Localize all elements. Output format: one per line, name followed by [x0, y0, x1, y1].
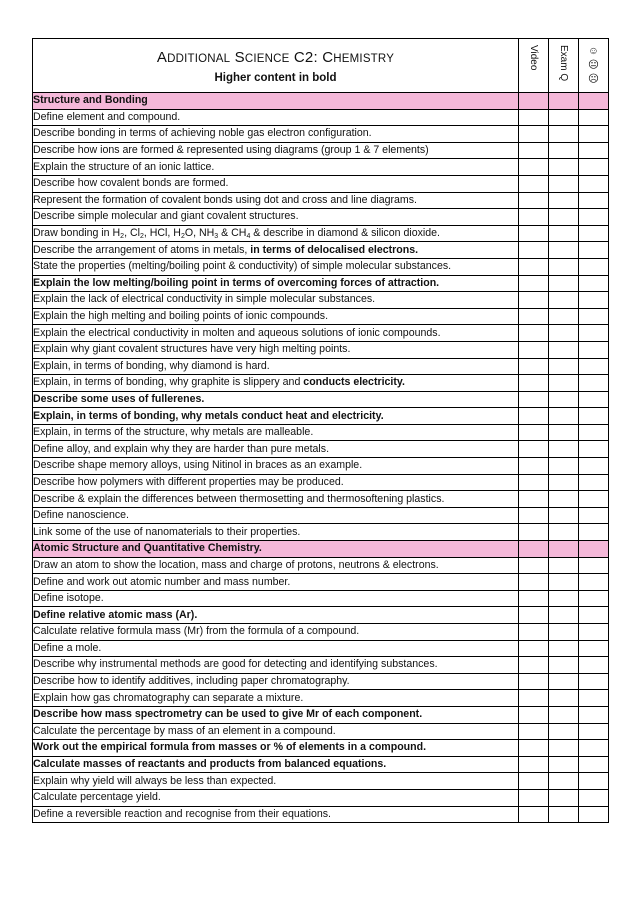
checklist-row — [33, 673, 609, 690]
video-checkbox-cell[interactable] — [519, 789, 549, 806]
checklist-table — [32, 38, 609, 823]
checklist-row — [33, 491, 609, 508]
exam-checkbox-cell[interactable] — [549, 673, 579, 690]
confidence-checkbox-cell[interactable] — [579, 474, 609, 491]
objective-text-part: 4 — [246, 233, 251, 241]
confidence-checkbox-cell[interactable] — [579, 524, 609, 541]
document-subtitle: Higher content in bold — [214, 72, 337, 84]
exam-checkbox-cell[interactable] — [549, 507, 579, 524]
objective-text-part: Describe how ions are formed & represented using diagrams (group 1 & 7 elements) — [33, 144, 429, 157]
video-checkbox-cell[interactable] — [519, 706, 549, 723]
objective-text-part: Explain how gas chromatography can separate a mixture. — [33, 691, 304, 704]
objective-text — [33, 325, 519, 342]
confidence-checkbox-cell[interactable] — [579, 491, 609, 508]
checklist-row — [33, 590, 609, 607]
checklist-row — [33, 258, 609, 275]
exam-checkbox-cell[interactable] — [549, 424, 579, 441]
objective-text-part: State the properties (melting/boiling point & conductivity) of simple molecular substances. — [33, 260, 452, 273]
objective-text-part: Describe how mass spectrometry can be used to give Mr of each component. — [33, 708, 423, 721]
exam-checkbox-cell[interactable] — [549, 175, 579, 192]
confidence-faces — [588, 44, 599, 86]
objective-text-part: Explain the structure of an ionic lattice. — [33, 160, 215, 173]
objective-text-part: Explain, in terms of bonding, why diamond is hard. — [33, 359, 270, 372]
objective-text — [33, 458, 519, 475]
exam-checkbox-cell[interactable] — [549, 209, 579, 226]
objective-text — [33, 590, 519, 607]
objective-text-part: Calculate the percentage by mass of an element in a compound. — [33, 724, 336, 737]
checklist-row — [33, 657, 609, 674]
objective-text-part: Define and work out atomic number and mass number. — [33, 575, 291, 588]
objective-text-part: Define isotope. — [33, 592, 104, 605]
video-checkbox-cell[interactable] — [519, 607, 549, 624]
video-checkbox-cell[interactable] — [519, 126, 549, 143]
confidence-checkbox-cell[interactable] — [579, 142, 609, 159]
checklist-row — [33, 624, 609, 641]
objective-text-part: Explain the lack of electrical conductivity in simple molecular substances. — [33, 293, 376, 306]
objective-text — [33, 740, 519, 757]
checklist-row — [33, 109, 609, 126]
objective-text — [33, 474, 519, 491]
exam-checkbox-cell[interactable] — [549, 657, 579, 674]
confidence-checkbox-cell[interactable] — [579, 740, 609, 757]
happy-face-icon: ☺ — [588, 45, 599, 57]
checklist-row — [33, 142, 609, 159]
confidence-checkbox-cell[interactable] — [579, 341, 609, 358]
exam-checkbox-cell[interactable] — [549, 126, 579, 143]
objective-text-part: Describe how to identify additives, including paper chromatography. — [33, 675, 350, 688]
objective-text — [33, 640, 519, 657]
exam-checkbox-cell[interactable] — [549, 789, 579, 806]
exam-checkbox-cell[interactable] — [549, 341, 579, 358]
exam-checkbox-cell[interactable] — [549, 308, 579, 325]
confidence-checkbox-cell[interactable] — [579, 441, 609, 458]
objective-text-part: Define alloy, and explain why they are harder than pure metals. — [33, 442, 330, 455]
checklist-row — [33, 507, 609, 524]
objective-text-part: & describe in diamond & silicon dioxide. — [250, 227, 440, 240]
objective-text — [33, 723, 519, 740]
objective-text — [33, 524, 519, 541]
objective-text — [33, 391, 519, 408]
checklist-row — [33, 557, 609, 574]
objective-text-part: 3 — [214, 233, 219, 241]
exam-checkbox-cell[interactable] — [549, 773, 579, 790]
objective-text-part: O, NH — [184, 227, 215, 240]
objective-text-part: Explain, in terms of the structure, why metals are malleable. — [33, 426, 314, 439]
confidence-checkbox-cell[interactable] — [579, 640, 609, 657]
objective-text-part: 2 — [120, 233, 125, 241]
objective-text — [33, 126, 519, 143]
exam-checkbox-cell[interactable] — [549, 756, 579, 773]
title-cell — [33, 39, 519, 93]
confidence-checkbox-cell[interactable] — [579, 557, 609, 574]
video-checkbox-cell[interactable] — [519, 391, 549, 408]
objective-text-part: Explain why yield will always be less than expected. — [33, 774, 277, 787]
checklist-row — [33, 292, 609, 309]
video-checkbox-cell[interactable] — [519, 408, 549, 425]
checklist-row — [33, 192, 609, 209]
video-checkbox-cell[interactable] — [519, 441, 549, 458]
confidence-checkbox-cell[interactable] — [579, 690, 609, 707]
objective-text — [33, 507, 519, 524]
checklist-row — [33, 159, 609, 176]
checklist-row — [33, 242, 609, 259]
section-heading-row — [33, 93, 609, 110]
objective-text-part: , Cl — [124, 227, 140, 240]
objective-text-part: Draw an atom to show the location, mass and charge of protons, neutrons & electrons. — [33, 558, 439, 571]
objective-text — [33, 574, 519, 591]
video-checkbox-cell[interactable] — [519, 358, 549, 375]
section-heading-blank — [519, 93, 549, 110]
objective-text — [33, 773, 519, 790]
confidence-checkbox-cell[interactable] — [579, 242, 609, 259]
section-heading-blank — [579, 541, 609, 558]
checklist-row — [33, 756, 609, 773]
video-checkbox-cell[interactable] — [519, 524, 549, 541]
checklist-row — [33, 358, 609, 375]
video-checkbox-cell[interactable] — [519, 308, 549, 325]
checklist-row — [33, 225, 609, 242]
objective-text-part: Define a mole. — [33, 641, 102, 654]
neutral-face-icon: 😐 — [588, 59, 599, 71]
confidence-checkbox-cell[interactable] — [579, 673, 609, 690]
section-heading-blank — [579, 93, 609, 110]
confidence-checkbox-cell[interactable] — [579, 292, 609, 309]
objective-text-part: & CH — [218, 227, 247, 240]
exam-checkbox-cell[interactable] — [549, 590, 579, 607]
objective-text-part: Explain the low melting/boiling point in terms of overcoming forces of attraction. — [33, 276, 440, 289]
video-checkbox-cell[interactable] — [519, 657, 549, 674]
exam-checkbox-cell[interactable] — [549, 408, 579, 425]
objective-text-part: 2 — [180, 233, 185, 241]
confidence-checkbox-cell[interactable] — [579, 408, 609, 425]
video-checkbox-cell[interactable] — [519, 590, 549, 607]
confidence-checkbox-cell[interactable] — [579, 126, 609, 143]
objective-text — [33, 657, 519, 674]
section-heading-blank — [549, 93, 579, 110]
checklist-row — [33, 126, 609, 143]
objective-text — [33, 242, 519, 259]
objective-text — [33, 557, 519, 574]
video-checkbox-cell[interactable] — [519, 723, 549, 740]
objective-text — [33, 789, 519, 806]
objective-text-part: Define relative atomic mass (Ar). — [33, 608, 198, 621]
objective-text-part: Describe & explain the differences between thermosetting and thermosoftening plastics. — [33, 492, 445, 505]
video-checkbox-cell[interactable] — [519, 275, 549, 292]
objective-text-part: Work out the empirical formula from masses or % of elements in a compound. — [33, 741, 427, 754]
objective-text — [33, 258, 519, 275]
objective-text — [33, 192, 519, 209]
confidence-checkbox-cell[interactable] — [579, 109, 609, 126]
objective-text — [33, 424, 519, 441]
objective-text-part: Define nanoscience. — [33, 509, 129, 522]
objective-text-part: Explain, in terms of bonding, why graphite is slippery and — [33, 376, 304, 389]
video-checkbox-cell[interactable] — [519, 109, 549, 126]
exam-label: Exam Q — [558, 45, 569, 82]
section-heading-row — [33, 541, 609, 558]
section-heading-blank — [519, 541, 549, 558]
confidence-checkbox-cell[interactable] — [579, 607, 609, 624]
checklist-row — [33, 375, 609, 392]
confidence-checkbox-cell[interactable] — [579, 209, 609, 226]
confidence-checkbox-cell[interactable] — [579, 375, 609, 392]
checklist-row — [33, 574, 609, 591]
exam-checkbox-cell[interactable] — [549, 391, 579, 408]
objective-text — [33, 142, 519, 159]
confidence-checkbox-cell[interactable] — [579, 258, 609, 275]
objective-text — [33, 756, 519, 773]
objective-text — [33, 690, 519, 707]
exam-checkbox-cell[interactable] — [549, 607, 579, 624]
objective-text-part: Draw bonding in H — [33, 227, 121, 240]
objective-text — [33, 375, 519, 392]
exam-checkbox-cell[interactable] — [549, 192, 579, 209]
checklist-row — [33, 690, 609, 707]
objective-text-part: in terms of delocalised electrons. — [250, 243, 419, 256]
confidence-checkbox-cell[interactable] — [579, 806, 609, 823]
confidence-checkbox-cell[interactable] — [579, 706, 609, 723]
objective-text-part: Explain the electrical conductivity in molten and aqueous solutions of ionic compounds. — [33, 326, 441, 339]
video-checkbox-cell[interactable] — [519, 159, 549, 176]
objective-text-part: Calculate percentage yield. — [33, 791, 161, 804]
video-checkbox-cell[interactable] — [519, 225, 549, 242]
objective-text — [33, 441, 519, 458]
objective-text — [33, 225, 519, 242]
confidence-checkbox-cell[interactable] — [579, 159, 609, 176]
section-heading: Structure and Bonding — [33, 93, 519, 110]
objective-text-part: Explain, in terms of bonding, why metals conduct heat and electricity. — [33, 409, 384, 422]
checklist-row — [33, 640, 609, 657]
video-checkbox-cell[interactable] — [519, 325, 549, 342]
checklist-row — [33, 391, 609, 408]
section-heading: Atomic Structure and Quantitative Chemistry. — [33, 541, 519, 558]
sad-face-icon: ☹ — [588, 73, 599, 85]
video-checkbox-cell[interactable] — [519, 740, 549, 757]
objective-text-part: Describe why instrumental methods are good for detecting and identifying substances. — [33, 658, 438, 671]
document-title: ADDITIONAL SCIENCE C2: CHEMISTRY — [156, 49, 395, 66]
confidence-checkbox-cell[interactable] — [579, 325, 609, 342]
exam-checkbox-cell[interactable] — [549, 258, 579, 275]
objective-text — [33, 706, 519, 723]
objective-text — [33, 491, 519, 508]
objective-text-part: , HCl, H — [143, 227, 181, 240]
objective-text-part: Represent the formation of covalent bonds using dot and cross and line diagrams. — [33, 193, 417, 206]
objective-text — [33, 341, 519, 358]
video-checkbox-cell[interactable] — [519, 458, 549, 475]
objective-text-part: Link some of the use of nanomaterials to their properties. — [33, 525, 301, 538]
checklist-row — [33, 706, 609, 723]
video-checkbox-cell[interactable] — [519, 192, 549, 209]
confidence-checkbox-cell[interactable] — [579, 275, 609, 292]
video-checkbox-cell[interactable] — [519, 557, 549, 574]
checklist-row — [33, 341, 609, 358]
confidence-checkbox-cell[interactable] — [579, 756, 609, 773]
exam-checkbox-cell[interactable] — [549, 375, 579, 392]
exam-checkbox-cell[interactable] — [549, 640, 579, 657]
exam-checkbox-cell[interactable] — [549, 225, 579, 242]
video-checkbox-cell[interactable] — [519, 624, 549, 641]
confidence-checkbox-cell[interactable] — [579, 624, 609, 641]
confidence-column-header — [579, 39, 609, 93]
video-checkbox-cell[interactable] — [519, 242, 549, 259]
exam-checkbox-cell[interactable] — [549, 325, 579, 342]
objective-text — [33, 806, 519, 823]
video-checkbox-cell[interactable] — [519, 175, 549, 192]
checklist-row — [33, 789, 609, 806]
confidence-checkbox-cell[interactable] — [579, 590, 609, 607]
confidence-checkbox-cell[interactable] — [579, 358, 609, 375]
objective-text — [33, 408, 519, 425]
checklist-row — [33, 806, 609, 823]
exam-checkbox-cell[interactable] — [549, 458, 579, 475]
objective-text-part: conducts electricity. — [303, 376, 405, 389]
objective-text-part: Calculate relative formula mass (Mr) from the formula of a compound. — [33, 625, 360, 638]
header-row — [33, 39, 609, 93]
objective-text — [33, 624, 519, 641]
objective-text — [33, 209, 519, 226]
confidence-checkbox-cell[interactable] — [579, 507, 609, 524]
checklist-row — [33, 723, 609, 740]
objective-text-part: Describe some uses of fullerenes. — [33, 392, 205, 405]
checklist-row — [33, 275, 609, 292]
checklist-row — [33, 175, 609, 192]
video-checkbox-cell[interactable] — [519, 690, 549, 707]
video-checkbox-cell[interactable] — [519, 258, 549, 275]
objective-text — [33, 175, 519, 192]
video-checkbox-cell[interactable] — [519, 491, 549, 508]
video-checkbox-cell[interactable] — [519, 375, 549, 392]
objective-text — [33, 159, 519, 176]
exam-column-header — [549, 39, 579, 93]
exam-checkbox-cell[interactable] — [549, 806, 579, 823]
exam-checkbox-cell[interactable] — [549, 706, 579, 723]
objective-text-part: Define a reversible reaction and recognise from their equations. — [33, 807, 331, 820]
confidence-checkbox-cell[interactable] — [579, 225, 609, 242]
confidence-checkbox-cell[interactable] — [579, 789, 609, 806]
objective-text-part: 2 — [139, 233, 144, 241]
exam-checkbox-cell[interactable] — [549, 524, 579, 541]
confidence-checkbox-cell[interactable] — [579, 773, 609, 790]
confidence-checkbox-cell[interactable] — [579, 574, 609, 591]
confidence-checkbox-cell[interactable] — [579, 458, 609, 475]
objective-text-part: Explain why giant covalent structures have very high melting points. — [33, 343, 351, 356]
objective-text — [33, 673, 519, 690]
objective-text — [33, 308, 519, 325]
confidence-checkbox-cell[interactable] — [579, 657, 609, 674]
objective-text — [33, 292, 519, 309]
checklist-row — [33, 325, 609, 342]
checklist-row — [33, 209, 609, 226]
exam-checkbox-cell[interactable] — [549, 441, 579, 458]
objective-text-part: Calculate masses of reactants and products from balanced equations. — [33, 758, 387, 771]
exam-checkbox-cell[interactable] — [549, 242, 579, 259]
exam-checkbox-cell[interactable] — [549, 740, 579, 757]
exam-checkbox-cell[interactable] — [549, 358, 579, 375]
checklist-row — [33, 458, 609, 475]
video-checkbox-cell[interactable] — [519, 756, 549, 773]
confidence-checkbox-cell[interactable] — [579, 424, 609, 441]
video-checkbox-cell[interactable] — [519, 474, 549, 491]
exam-checkbox-cell[interactable] — [549, 109, 579, 126]
checklist-row — [33, 441, 609, 458]
objective-text-part: Describe the arrangement of atoms in metals, — [33, 243, 251, 256]
exam-checkbox-cell[interactable] — [549, 557, 579, 574]
checklist-row — [33, 474, 609, 491]
exam-checkbox-cell[interactable] — [549, 275, 579, 292]
video-checkbox-cell[interactable] — [519, 341, 549, 358]
objective-text-part: Describe how covalent bonds are formed. — [33, 177, 229, 190]
exam-checkbox-cell[interactable] — [549, 292, 579, 309]
exam-checkbox-cell[interactable] — [549, 142, 579, 159]
video-checkbox-cell[interactable] — [519, 209, 549, 226]
objective-text — [33, 607, 519, 624]
confidence-checkbox-cell[interactable] — [579, 192, 609, 209]
exam-checkbox-cell[interactable] — [549, 624, 579, 641]
confidence-checkbox-cell[interactable] — [579, 391, 609, 408]
objective-text — [33, 109, 519, 126]
video-checkbox-cell[interactable] — [519, 292, 549, 309]
objective-text-part: Describe simple molecular and giant covalent structures. — [33, 210, 299, 223]
confidence-checkbox-cell[interactable] — [579, 175, 609, 192]
checklist-row — [33, 308, 609, 325]
video-checkbox-cell[interactable] — [519, 507, 549, 524]
objective-text — [33, 358, 519, 375]
video-checkbox-cell[interactable] — [519, 806, 549, 823]
objective-text — [33, 275, 519, 292]
objective-text-part: Describe bonding in terms of achieving noble gas electron configuration. — [33, 127, 372, 140]
checklist-row — [33, 524, 609, 541]
video-checkbox-cell[interactable] — [519, 142, 549, 159]
video-checkbox-cell[interactable] — [519, 424, 549, 441]
exam-checkbox-cell[interactable] — [549, 491, 579, 508]
checklist-row — [33, 740, 609, 757]
video-checkbox-cell[interactable] — [519, 673, 549, 690]
video-checkbox-cell[interactable] — [519, 574, 549, 591]
objective-text-part: Describe how polymers with different properties may be produced. — [33, 475, 344, 488]
checklist-row — [33, 607, 609, 624]
objective-text-part: Explain the high melting and boiling points of ionic compounds. — [33, 310, 329, 323]
exam-checkbox-cell[interactable] — [549, 574, 579, 591]
exam-checkbox-cell[interactable] — [549, 690, 579, 707]
checklist-row — [33, 773, 609, 790]
section-heading-blank — [549, 541, 579, 558]
confidence-checkbox-cell[interactable] — [579, 308, 609, 325]
exam-checkbox-cell[interactable] — [549, 723, 579, 740]
video-column-header — [519, 39, 549, 93]
confidence-checkbox-cell[interactable] — [579, 723, 609, 740]
video-label: Video — [528, 45, 539, 71]
checklist-row — [33, 408, 609, 425]
exam-checkbox-cell[interactable] — [549, 474, 579, 491]
checklist-row — [33, 424, 609, 441]
video-checkbox-cell[interactable] — [519, 773, 549, 790]
objective-text-part: Describe shape memory alloys, using Nitinol in braces as an example. — [33, 459, 363, 472]
video-checkbox-cell[interactable] — [519, 640, 549, 657]
exam-checkbox-cell[interactable] — [549, 159, 579, 176]
objective-text-part: Define element and compound. — [33, 110, 181, 123]
